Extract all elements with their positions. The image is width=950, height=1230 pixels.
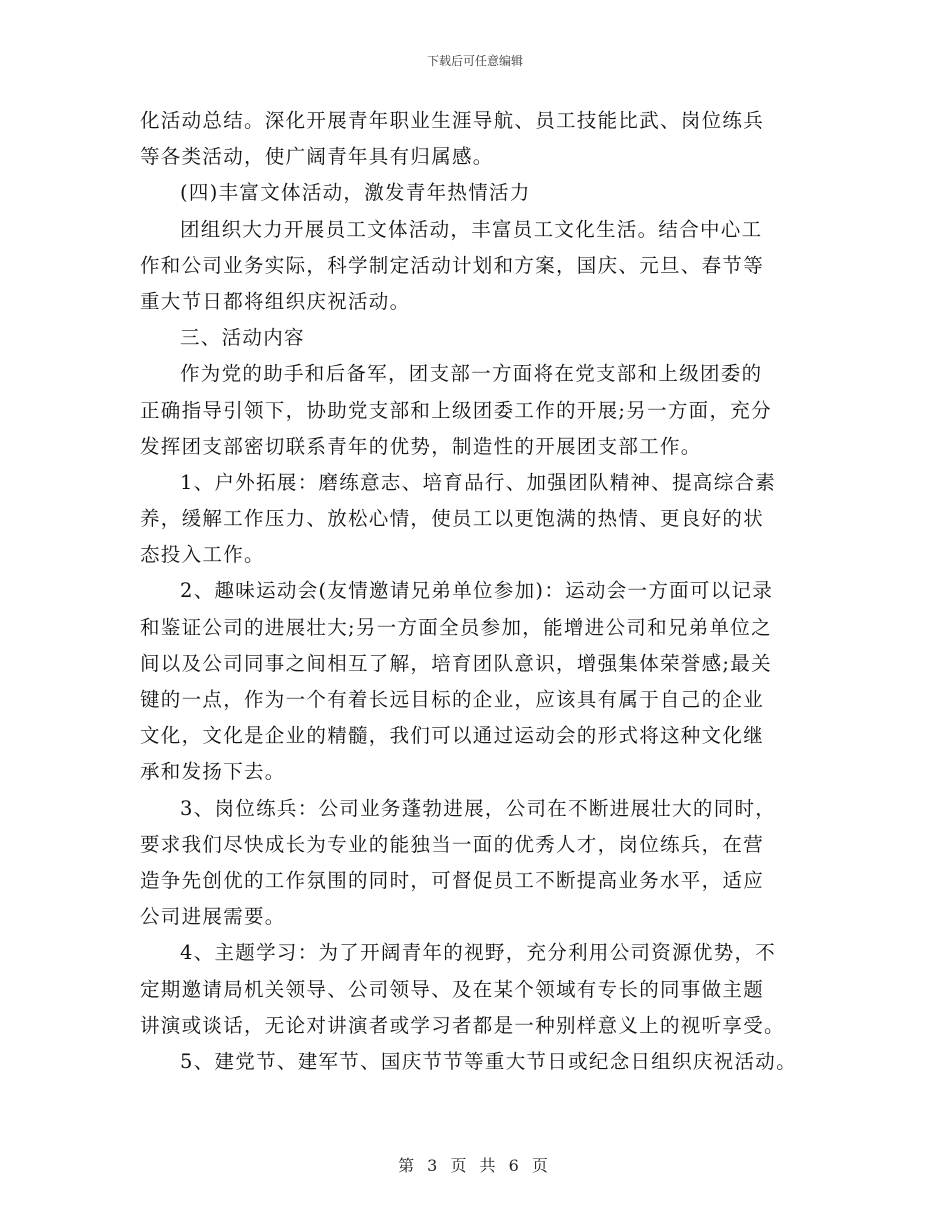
text-line: 态投入工作。 (140, 543, 265, 567)
text-line: 重大节日都将组织庆祝活动。 (140, 289, 411, 313)
text-line: 养，缓解工作压力、放松心情，使员工以更饱满的热情、更良好的状 (140, 507, 765, 531)
text-line: (四)丰富文体活动，激发青年热情活力 (180, 181, 531, 205)
text-line: 团组织大力开展员工文体活动，丰富员工文化生活。结合中心工 (180, 217, 763, 241)
page-footer: 第 3 页 共 6 页 (398, 1156, 552, 1175)
text-line: 化活动总结。深化开展青年职业生涯导航、员工技能比武、岗位练兵 (140, 109, 765, 132)
text-line: 等各类活动，使广阔青年具有归属感。 (140, 145, 494, 169)
page-header: 下载后可任意编辑 (426, 54, 523, 68)
text-line: 间以及公司同事之间相互了解，培育团队意识，增强集体荣誉感;最关 (140, 651, 772, 675)
text-line: 作为党的助手和后备军，团支部一方面将在党支部和上级团委的 (180, 362, 763, 386)
text-line: 三、活动内容 (180, 326, 305, 350)
text-line: 和鉴证公司的进展壮大;另一方面全员参加，能增进公司和兄弟单位之 (140, 615, 772, 639)
document-body (140, 103, 830, 1080)
text-line: 公司进展需要。 (140, 905, 286, 929)
text-line: 造争先创优的工作氛围的同时，可督促员工不断提高业务水平，适应 (140, 868, 765, 892)
text-line: 2、趣味运动会(友情邀请兄弟单位参加)：运动会一方面可以记录 (180, 579, 774, 603)
text-line: 1、户外拓展：磨练意志、培育品行、加强团队精神、提高综合素 (180, 470, 777, 494)
text-line: 4、主题学习：为了开阔青年的视野，充分利用公司资源优势，不 (180, 941, 777, 965)
text-line: 3、岗位练兵：公司业务蓬勃进展，公司在不断进展壮大的同时， (180, 796, 777, 820)
text-line: 正确指导引领下，协助党支部和上级团委工作的开展;另一方面，充分 (140, 398, 772, 422)
text-line: 定期邀请局机关领导、公司领导、及在某个领域有专长的同事做主题 (140, 977, 765, 1001)
text-line: 作和公司业务实际，科学制定活动计划和方案，国庆、元旦、春节等 (140, 253, 765, 277)
text-line: 文化，文化是企业的精髓，我们可以通过运动会的形式将这种文化继 (140, 724, 765, 748)
text-line: 发挥团支部密切联系青年的优势，制造性的开展团支部工作。 (140, 434, 702, 458)
text-line: 承和发扬下去。 (140, 760, 286, 784)
text-line: 讲演或谈话，无论对讲演者或学习者都是一种别样意义上的视听享受。 (140, 1013, 785, 1037)
text-line: 5、建党节、建军节、国庆节节等重大节日或纪念日组织庆祝活动。 (180, 1049, 797, 1073)
text-line: 键的一点，作为一个有着长远目标的企业，应该具有属于自己的企业 (140, 688, 765, 711)
text-line: 要求我们尽快成长为专业的能独当一面的优秀人才，岗位练兵，在营 (140, 832, 765, 856)
